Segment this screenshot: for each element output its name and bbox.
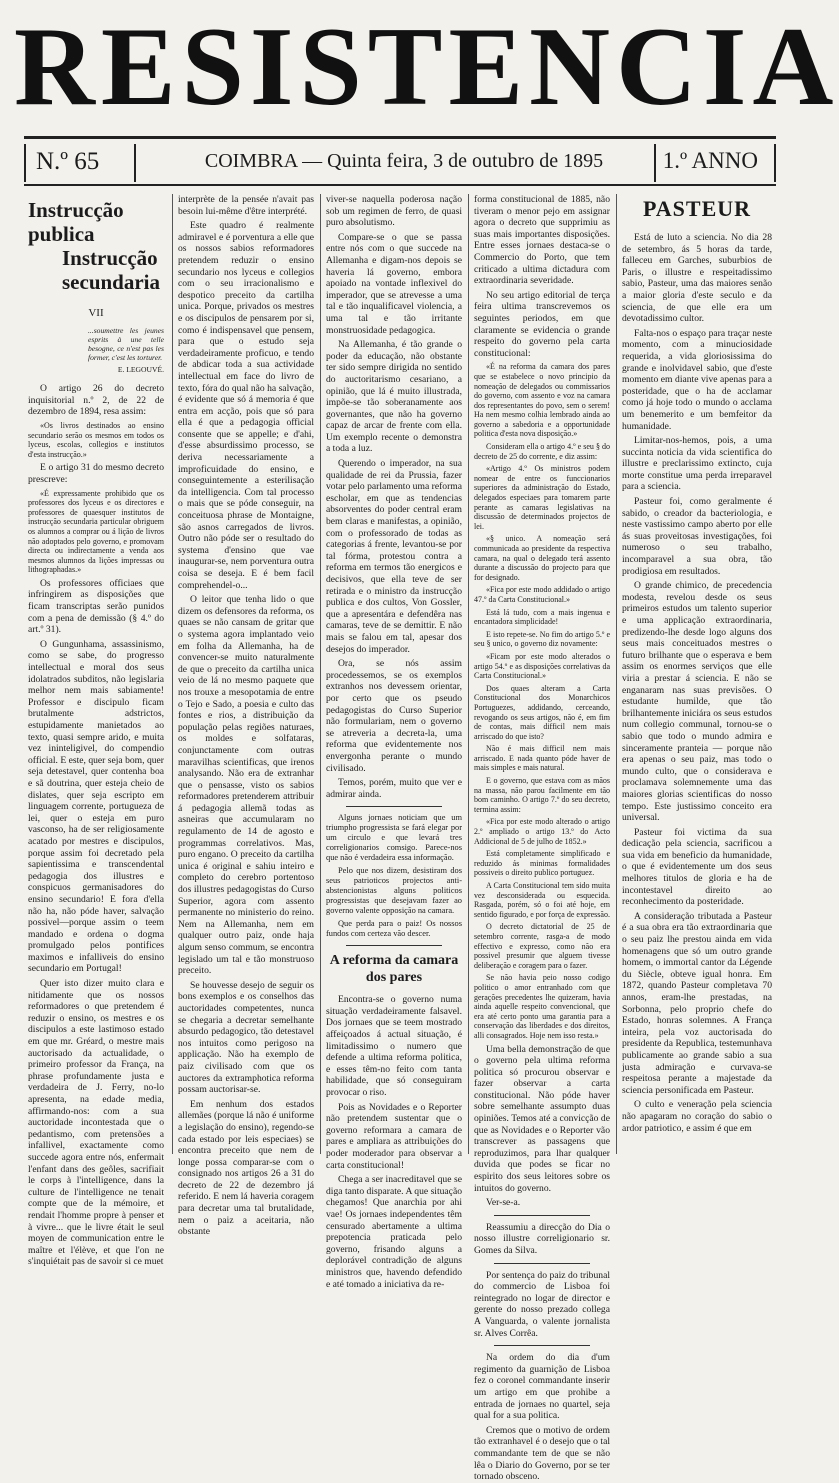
section-divider — [346, 945, 442, 946]
epigraph-author: E. LEGOUVÉ. — [117, 364, 164, 374]
quotation: «É expressamente prohibido que os professores dos lyceus e os directores e professores de quaesquer institutos de instrucção secundaria particular obriguem os alumnos a comprar ou á lição de livros não adoptados pelo governo, e promovam directa ou indirectamente a venda aos mesmos alumnos da lições impressas ou lithographadas.» — [28, 488, 164, 575]
article-heading: Instrucção publica — [28, 198, 124, 246]
column-divider — [172, 194, 173, 1154]
paragraph: Querendo o imperador, na sua qualidade de rei da Prussia, fazer votar pelo parlamento uma reforma escholar, em que as tendencias absorventes do poder central eram bem claras e manifestas, a opinião, com o professorado de todas as categorias á frente, levantou-se por tal fórma, protestou contra a reforma em termos tão energicos e decisivos, que ella teve de ser retirada e o ministro da instrucção publica e dos cultos, Von Gossler, que a apresentára e defendêra nas camaras, teve de se demittir. E não mais se falou em tal, apesar dos desejos do imperador. — [326, 458, 462, 655]
section-divider — [494, 1215, 590, 1216]
paragraph: viver-se naquella poderosa nação sob um regimen de ferro, de quasi puro absolutismo. — [326, 194, 462, 229]
newspaper-title: RESISTENCIA — [14, 5, 839, 129]
year-label: 1.º ANNO — [662, 148, 758, 173]
paragraph: Na Allemanha, é tão grande o poder da educação, não obstante ter sido sempre dirigida no sentido do auctoritarismo cesariano, a opinião, que lá é muito illustrada, impõe-se tão soberanamente aos governantes, que não ha governo capaz de arcar de frente com ella. Um exemplo recente o demonstra a toda a luz. — [326, 339, 462, 455]
quotation: «Os livros destinados ao ensino secundario serão os mesmos em todos os lyceus, escolas, collegios e institutos d'esta instrucção.» — [28, 420, 164, 459]
paragraph: Este quadro é realmente admiravel e é porventura a elle que os nossos sabios reformadores pretendem reduzir o ensino secundario nos lyceus e collegios com o seu irracionalismo e despotico preceito da cartilha unica. Porque, privados os mestres e os discipulos de pensarem por si, como é indispensavel que pensem, para que o estudo seja verdadeiramente proficuo, e tendo de abdicar toda a sua actividade intellectual em face do livro de texto, fóra do qual não ha salvação, é evidente que só á memoria é que entra em acção, pois que só para ella é que a pedagogia official consente que se appelle; e d'ahi, d'esse absurdissimo processo, se deriva necessariamente a improficuidade do ensino, e conseguintemente a esterilisação da intelligencia. Com tal processo o mais que se póde conseguir, na conceituosa phrase de Montaigne, são asnos carregados de livros. Outro não póde ser o resultado do systema d'ensino que vae inaugurar-se, nem porventura outra coisa se deseja. E é bem facil comprehendel-o... — [178, 220, 314, 591]
paragraph: O grande chimico, de precedencia modesta, revelou desde os seus primeiros estudos um talento superior e uma applicação extraordinaria, predizendo-lhe desde logo alguns dos seus mais conceituados mestres o futuro brilhante que o esperava e bem assim os enormes serviços que elle viria a prestar á sciencia. E não se enganaram nas suas previsões. O estudante humilde, que tão brilhantemente iniciára os seus estudos num collegio communal, tornou-se o sabio que todo o mundo admira e sinceramente pranteia — porque não era apenas o seu paiz, mas todo o mundo culto, que o considerava e proclamava solemnemente uma das maiores glorias scientificas do nosso tempo. Este justissimo conceito era universal. — [622, 580, 772, 824]
paragraph: Se houvesse desejo de seguir os bons exemplos e os conselhos das auctoridades competentes, nunca se chegaria a decretar semelhante absurdo pedagogico, tão detestavel nos intuitos como perigoso na applicação. Não ha exemplo de paiz civilisado com que os auctores da extramphotica reforma possam auctorisar-se. — [178, 979, 314, 1096]
news-item: Alguns jornaes noticiam que um triumpho progressista se fará elegar por um circulo e que levará tres correligionarios comsigo. Parece-nos que não é verdadeira essa informação. — [326, 813, 462, 863]
quotation: A Carta Constitucional tem sido muita vez desconsiderada ou esquecida. Rasgada, porém, só o foi até hoje, em sentido figurado, e por força de expressão. — [474, 881, 610, 919]
quotation: Se não havia peio nosso codigo politico o amor entranhado com que gerações precedentes lhe quizeram, havia ainda aquelle respeito convencional, que era até certo ponto uma garantia para a conservação das liberdades e dos direitos, alli consagrados. Hoje nem isso resta.» — [474, 973, 610, 1040]
quotation: Está lá tudo, com a mais ingenua e encantadora simplicidade! — [474, 607, 610, 627]
issue-number: N.º 65 — [36, 148, 100, 175]
quotation: Dos quaes alteram a Carta Constitucional dos Monarchicos Portuguezes, addidando, cerceando, revogando os seus artigos, não é, em fim de contas, mais difficil nem mais arriscado do que isto? — [474, 683, 610, 741]
column-1 — [28, 194, 164, 1268]
paragraph: O Gungunhama, assassinismo, como se sabe, do progresso intellectual e moral dos seus idolatrados subditos, não legislaria melhor nem mais sabiamente! Professor e discipulo ficam brutalmente adstrictos, estupidamente manietados ao texto, quasi sempre arido, e muita vez ininteligivel, do compendio official. E este, quer seja bom, quer seja detestavel, quer contenha boa e sã doutrina, quer esteja cheio de dislates, quer seja escripto em linguagem corrente, portugueza de lei, quer o esteja em puro vasconso, ha de ser religiosamente acatado por mestres e discipulos, porque assim foi decretado pela sapientissima e transcendental pedagogia dos illustres e conspicuos germanisadores do ensino secundario! E fora d'ella não ha, não póde haver, salvação possivel—porque assim o teem mandado e ordena o dogma promulgado pelos pontifices maximos e infalliveis do ensino secundario em Portugal! — [28, 638, 164, 975]
dateline: COIMBRA — Quinta feira, 3 de outubro de 1895 — [204, 150, 604, 172]
section-divider — [346, 806, 442, 807]
section-divider — [494, 1263, 590, 1264]
paragraph: Temos, porém, muito que ver e admirar ainda. — [326, 777, 462, 800]
paragraph: A consideração tributada a Pasteur é a sua obra era tão extraordinaria que o seu paiz lhe prestou ainda em vida homenagens que só um outro grande homem, o immortal cantor da Légende du Siècle, obteve igual honra. Em 1872, quando Pasteur completava 70 annos, eram-lhe prestadas, na Sorbonna, pelo proprio chefe do Estado, honras solemnes. A França inteira, pela voz auctorisada do presidente da Republica, testemunhava publicamente ao grande sabio a sua justa admiração e curvava-se respeitosa perante a majestade da sciencia personificada em Pasteur. — [622, 910, 772, 1096]
article-heading: PASTEUR — [642, 196, 752, 221]
paragraph: Pasteur foi, como geralmente é sabido, o creador da bacteriologia, e neste vastissimo campo aberto por elle ás suas proveitosas investigações, foi numeroso o seu trabalho, incomparavel a sua obra, tão prodigiosa em resultados. — [622, 496, 772, 577]
paragraph: O artigo 26 do decreto inquisitorial n.º 2, de 22 de dezembro de 1894, resa assim: — [28, 383, 164, 418]
section-divider — [494, 1345, 590, 1346]
column-divider — [616, 194, 617, 1154]
paragraph: Pasteur foi victima da sua dedicação pela sciencia, sacrificou a sua vida em beneficio da humanidade, o que é evidentemente um dos seus melhores titulos de gloria e ha de incontestavel direito ao reconhecimento da posteridade. — [622, 826, 772, 908]
column-3 — [326, 194, 462, 1290]
paragraph: Limitar-nos-hemos, pois, a uma succinta noticia da vida scientifica do illustre e preclarissimo extincto, cuja morte constitue uma perda irreparavel para a sciencia. — [622, 435, 772, 493]
section-heading: A reforma da camara dos pares — [329, 953, 459, 986]
quotation: «Fica por este modo alterado o artigo 2.º ampliado o artigo 13.º do Acto Addicional de 5 de julho de 1852.» — [474, 817, 610, 846]
column-divider — [320, 194, 321, 1154]
paragraph: interprète de la pensée n'avait pas besoin lui-même d'être interprété. — [178, 194, 314, 217]
news-item: Que perda para o paiz! Os nossos fundos com certeza vão descer. — [326, 919, 462, 939]
paragraph: Cremos que o motivo de ordem tão extranhavel é o desejo que o tal commandante tem de que se não lêa o Diario do Governo, por se ter tornado obsceno. — [474, 1424, 610, 1483]
paragraph: Ora, se nós assim procedessemos, se os exemplos extranhos nos devessem orientar, por certo que os pseudo pedagogistas do Curso Superior não formulariam, nem o governo se atreveria a decreta-la, uma reforma que evidentemente nos envergonha perante o mundo civilisado. — [326, 658, 462, 774]
paragraph: Quer isto dizer muito clara e nitidamente que os nossos reformadores o que pretendem é reduzir o ensino, os mestres e os discipulos a este lastimoso estado em que mr. Gréard, o mestre mais auctorisado da actualidade, o primeiro professor da França, na phrase profundamente justa e verdadeira de J. Ferry, no-lo apresenta, na edade media, affirmando-nos: com a sua auctoridade incontestada que o pedantismo, com pretensões a infallivel, exactamente como succede agora entre nós, enfermait l'enfant dans des geôles, sacrifiait le corps à l'intelligence, dans la culture de l'intelligence ne tenait compte que de la mémoire, et rendait l'homme propre à penser et à vivre... que le livre était le seul moyen de communication entre le maître et l'élève, et que l'on ne s'inquiétait pas de savoir si ce muet — [28, 978, 164, 1268]
paragraph: Em nenhum dos estados allemães (porque lá não é uniforme a legislação do ensino), regendo-se cada estado por leis especiaes) se encontra preceito que nem de longe possa comparar-se com o consignado nos artigos 26 a 31 do decreto de 22 de dezembro já referido. E nem lá haveria coragem para decretar uma tal brutalidade, nem o paiz a aceitaria, não obstante — [178, 1098, 314, 1238]
column-5 — [622, 194, 772, 1154]
news-item: Reassumiu a direcção do Dia o nosso illustre correligionario sr. Gomes da Silva. — [474, 1221, 610, 1256]
masthead-rule-top — [24, 136, 776, 139]
news-item: Na ordem do dia d'um regimento da guarnição de Lisboa fez o coronel commandante inserir um artigo em que prohibe a entrada de jornaes no quartel, seja qual for a sua politica. — [474, 1352, 610, 1422]
paragraph: Os professores officiaes que infringirem as disposições que ficam transcriptas serão punidos com a pena de demissão (§ 4.º do art.º 31). — [28, 577, 164, 636]
paragraph: Ver-se-a. — [486, 1197, 521, 1209]
paragraph: O leitor que tenha lido o que dizem os defensores da reforma, os quaes se não cansam de gritar que o systema agora implantado veio em folha da Allemanha, ha de convencer-se muito naturalmente de que o preceito da cartilha unica veio de lá no mesmo paquete que nos trouxe a mesopotamia de entre o Tejo e Sado, a poesia e culto das fontes e rios, a distribuição da população pelas regiões naturaes, os moldes e solfataras, conjunctamente com outras maravilhas scientificas, que irenos analysando. Não era de extranhar que o pensasse, visto os sabios reformadores pretenderem attribuir á pedagogia allemã todas as asneiras que accumularam no regulamento de 14 de agosto e programmas correlativos. Mas, puro engano. O preceito da cartilha unica é original e sahiu inteiro e completo do cerebro portentoso dos illustres pedagogistas do Curso Superior, agora com assento permanente no ministerio do reino. Nem na Allemanha, nem em qualquer outro paiz, onde haja algum senso commum, se encontra legislado um tal e tão monstruoso preceito. — [178, 594, 314, 977]
masthead-rule-bottom — [24, 184, 776, 186]
paragraph: Falta-nos o espaço para traçar neste momento, com a minuciosidade requerida, a vida gloriosissima do grande e inolvidavel sabio, que d'este momento em diante vive apenas para a posteridade, que o ha de acclamar como já hoje todo o mundo o acclama um benemerito e um bemfeitor da humanidade. — [622, 327, 772, 432]
paragraph: E o artigo 31 do mesmo decreto prescreve: — [28, 462, 164, 485]
quotation: «Fica por este modo addidado o artigo 47.º da Carta Constitucional.» — [474, 585, 610, 604]
paragraph: Está de luto a sciencia. No dia 28 de setembro, ás 5 horas da tarde, falleceu em Garches, suburbios de Paris, o illustre e respeitadissimo sabio, Pasteur, uma das maiores senão a maior gloria d'este seculo e da sciencia, de que elle era um devotadissimo cultor. — [622, 232, 772, 325]
quotation: Está completamente simplificado e reduzido ás minimas formalidades possiveis o direito publico portuguez. — [474, 849, 610, 878]
quotation: O decreto dictatorial de 25 de setembro corrente, rasga-a de modo effectivo e expresso, como não era possivel presumir que alguem tivesse deliberação e coragem para o fazer. — [474, 922, 610, 970]
quotation: «É na reforma da camara dos pares que se estabelece o novo principio da nomeação de delegados ou commissarios do governo, com assento e voz na camara dos representantes do povo, sem o serem! Ha nem mesmo colhia lembrado ainda ao governo a sabedoria e a opportunidade politica d'esta nova disposição.» — [474, 362, 610, 439]
news-item: Pelo que nos dizem, desistiram dos seus patrioticos projectos anti-abstencionistas alguns politicos progressistas que desejavam fazer ao governo valente opposição na camara. — [326, 866, 462, 916]
paragraph: No seu artigo editorial de terça feira ultima transcrevemos os seguintes periodos, em que claramente se evidencia o grande respeito do governo pela carta constitucional: — [474, 289, 610, 359]
masthead — [0, 0, 839, 130]
column-2 — [178, 194, 314, 1238]
epigraph: ...soumettre les jeunes esprits à une telle besogne, ce n'est pas les former, c'est les torturer. — [88, 325, 164, 362]
dateline-bar — [24, 144, 776, 184]
news-item: Por sentença do paiz do tribunal do commercio de Lisboa foi reintegrado no logar de director e gerente do nosso prezado collega A Vanguarda, o valente jornalista sr. Alves Corrêa. — [474, 1269, 610, 1339]
quotation: «Artigo 4.º Os ministros podem nomear de entre os funccionarios superiores da administração do Estado, delegados especiaes para tomarem parte perante as camaras legislativas na discussão de determinados projectos de lei. — [474, 464, 610, 531]
paragraph: Chega a ser inacreditavel que se diga tanto disparate. A que situação chegamos! Que anarchia por ahi vae! Os jornaes independentes têm censurado abertamente a ultima prepotencia praticada pelo governo, frisando alguns a deplorável contradição de alguns ministros que, havendo defendido e até tomado a iniciativa da re- — [326, 1174, 462, 1290]
column-4 — [474, 194, 610, 1483]
quotation: E o governo, que estava com as mãos na massa, não parou facilmente em tão bom caminho. O artigo 7.º do seu decreto, termina assim: — [474, 776, 610, 814]
column-divider — [468, 194, 469, 1154]
paragraph: Pois as Novidades e o Reporter não pretendem sustentar que o governo reformara a camara de pares e ampliara as attribuições do poder moderador para observar a carta constitucional! — [326, 1101, 462, 1171]
quotation: Consideram ella o artigo 4.º e seu § do decreto de 25 do corrente, e diz assim: — [474, 442, 610, 461]
quotation: «§ unico. A nomeação será communicada ao presidente da respectiva camara, na qual o delegado terá assento durante a discussão do projecto para que for designado. — [474, 534, 610, 582]
paragraph: forma constitucional de 1885, não tiveram o menor pejo em assignar agora o decreto que supprimiu as suas mais importantes disposições. Entre esses jornaes destaca-se o Commercio do Porto, que tem criticado a ultima dictadura com extraordinaria severidade. — [474, 194, 610, 287]
paragraph: O culto e veneração pela sciencia não apagaram no coração do sabio o ardor patriotico, e assim é que em — [622, 1099, 772, 1134]
paragraph: Uma bella demonstração de que o governo pela ultima reforma politica só procurou observar e fazer observar a carta constitucional. Não póde haver sobre semelhante assumpto duas opiniões. Temos até a convicção de que as Novidades e o Reporter vão transcrever as passagens que reproduzimos, para lhar qualquer duvida que podes se ficar no espirito dos seus leitores sobre os intuitos do governo. — [474, 1043, 610, 1194]
paragraph: Compare-se o que se passa entre nós com o que succede na Allemanha e digam-nos depois se haveria lá governo, embora apoiado na vontade inflexivel do imperador, que se atrevesse a uma tal e tão inqualificavel violencia, a uma tal e tão irritante monstruosidade pedagogica. — [326, 231, 462, 336]
quotation: E isto repete-se. No fim do artigo 5.º e seu § unico, o governo diz novamente: — [474, 629, 610, 649]
paragraph: Encontra-se o governo numa situação verdadeiramente falsavel. Dos jornaes que se teem mostrado affeiçoados á actual situação, é limitadissimo o numero que defende a ultima reforma politica, e esses têm-no feito com tanta habilidade, que só conseguiram provocar o riso. — [326, 994, 462, 1099]
article-subheading: Instrucção secundaria — [62, 246, 161, 294]
article-part-number: VII — [88, 307, 104, 319]
quotation: Não é mais difficil nem mais arriscado. E nada quanto póde haver de mais simples e mais natural. — [474, 744, 610, 773]
quotation: «Ficam por este modo alterados o artigo 54.º e as disposições correlativas da Carta Constitucional.» — [474, 651, 610, 681]
